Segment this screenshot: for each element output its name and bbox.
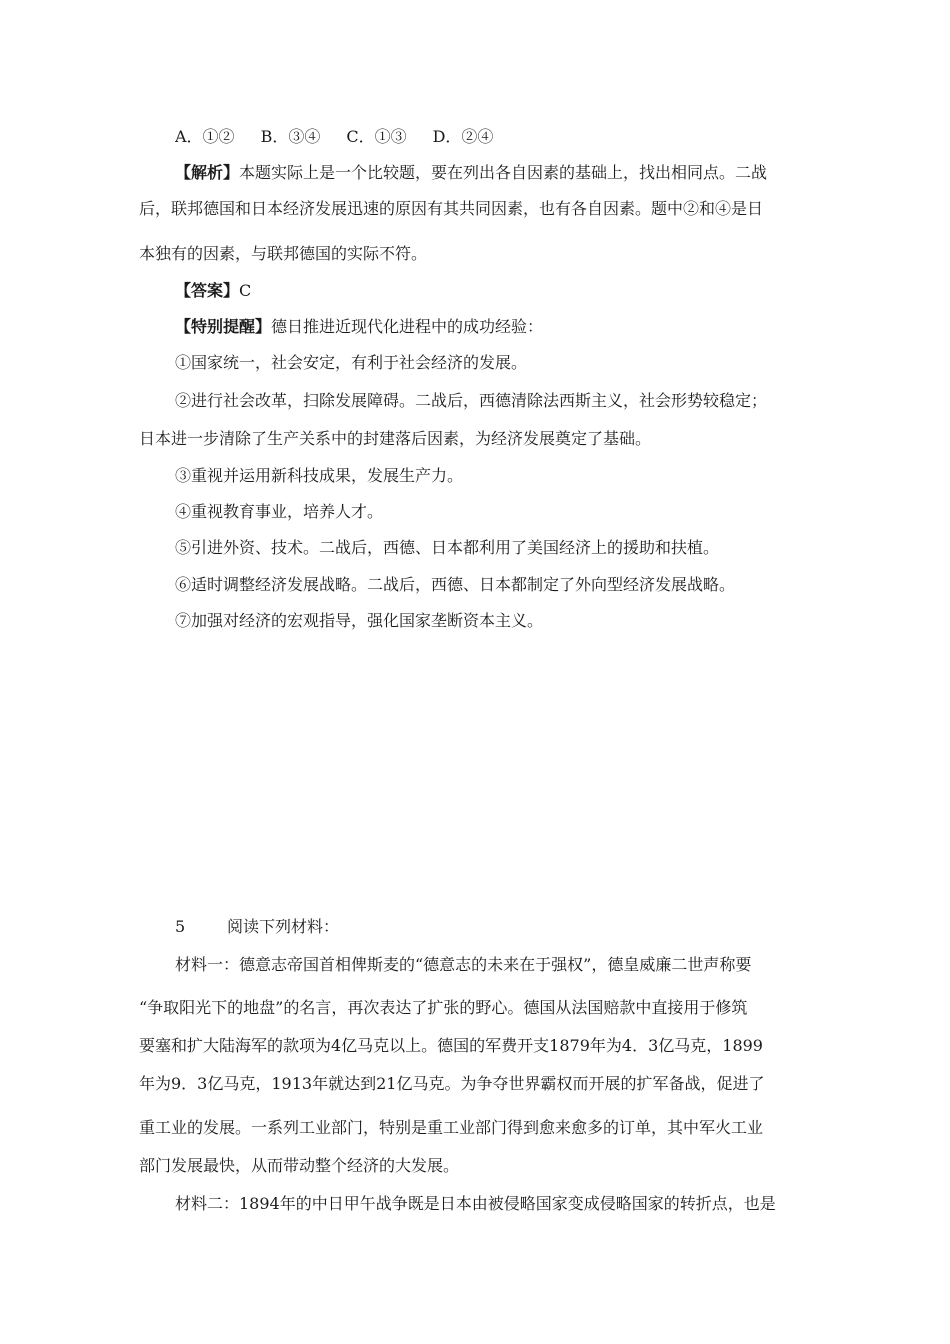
tip-item-5: ⑤引进外资、技术。二战后，西德、日本都利用了美国经济上的援助和扶植。 bbox=[175, 538, 720, 557]
question-number: 5 bbox=[175, 917, 186, 936]
analysis-line-1 bbox=[175, 163, 811, 183]
analysis-line-2: 后，联邦德国和日本经济发展迅速的原因有其共同因素，也有各自因素。题中②和④是日 bbox=[139, 199, 764, 218]
tip-item-1: ①国家统一，社会安定，有利于社会经济的发展。 bbox=[175, 353, 528, 372]
tip-item-7: ⑦加强对经济的宏观指导，强化国家垄断资本主义。 bbox=[175, 611, 544, 630]
tip-item-3: ③重视并运用新科技成果，发展生产力。 bbox=[175, 466, 464, 485]
answer-tag: 【答案】 bbox=[175, 281, 240, 300]
material1-line-3: 要塞和扩大陆海军的款项为4亿马克以上。德国的军费开支1879年为4．3亿马克，1899 bbox=[139, 1036, 763, 1055]
analysis-line-3: 本独有的因素，与联邦德国的实际不符。 bbox=[139, 244, 428, 263]
tip-item-4: ④重视教育事业，培养人才。 bbox=[175, 502, 384, 521]
material1-line-2: “争取阳光下的地盘”的名言，再次表达了扩张的野心。德国从法国赔款中直接用于修筑 bbox=[139, 998, 748, 1017]
tip-intro: 德日推进近现代化进程中的成功经验： bbox=[271, 317, 544, 336]
tip-item-2-cont: 日本进一步清除了生产关系中的封建落后因素，为经济发展奠定了基础。 bbox=[139, 429, 652, 448]
material1-line-6: 部门发展最快，从而带动整个经济的大发展。 bbox=[139, 1156, 460, 1175]
analysis-tag: 【解析】 bbox=[175, 163, 240, 182]
option-c: C．①③ bbox=[346, 127, 407, 146]
answer-value: C bbox=[239, 281, 252, 300]
answer-line bbox=[175, 281, 811, 301]
question-5-header bbox=[175, 917, 811, 937]
option-b: B．③④ bbox=[260, 127, 321, 146]
option-a: A．①② bbox=[175, 127, 235, 146]
tip-item-2: ②进行社会改革，扫除发展障碍。二战后，西德清除法西斯主义，社会形势较稳定； bbox=[175, 391, 768, 410]
material1-line-1: 材料一：德意志帝国首相俾斯麦的“德意志的未来在于强权”，德皇威廉二世声称要 bbox=[175, 955, 752, 974]
option-d: D．②④ bbox=[432, 127, 494, 146]
tip-tag: 【特别提醒】 bbox=[175, 317, 272, 336]
material1-line-5: 重工业的发展。一系列工业部门，特别是重工业部门得到愈来愈多的订单，其中军火工业 bbox=[139, 1118, 764, 1137]
tip-line bbox=[175, 317, 811, 337]
analysis-text-1: 本题实际上是一个比较题，要在列出各自因素的基础上，找出相同点。二战 bbox=[239, 163, 768, 182]
tip-item-6: ⑥适时调整经济发展战略。二战后，西德、日本都制定了外向型经济发展战略。 bbox=[175, 575, 736, 594]
material2-line-1: 材料二：1894年的中日甲午战争既是日本由被侵略国家变成侵略国家的转折点，也是 bbox=[175, 1194, 776, 1213]
material1-line-4: 年为9．3亿马克，1913年就达到21亿马克。为争夺世界霸权而开展的扩军备战，促进了 bbox=[139, 1074, 765, 1093]
question-prompt: 阅读下列材料： bbox=[227, 917, 340, 936]
answer-options bbox=[175, 127, 811, 147]
